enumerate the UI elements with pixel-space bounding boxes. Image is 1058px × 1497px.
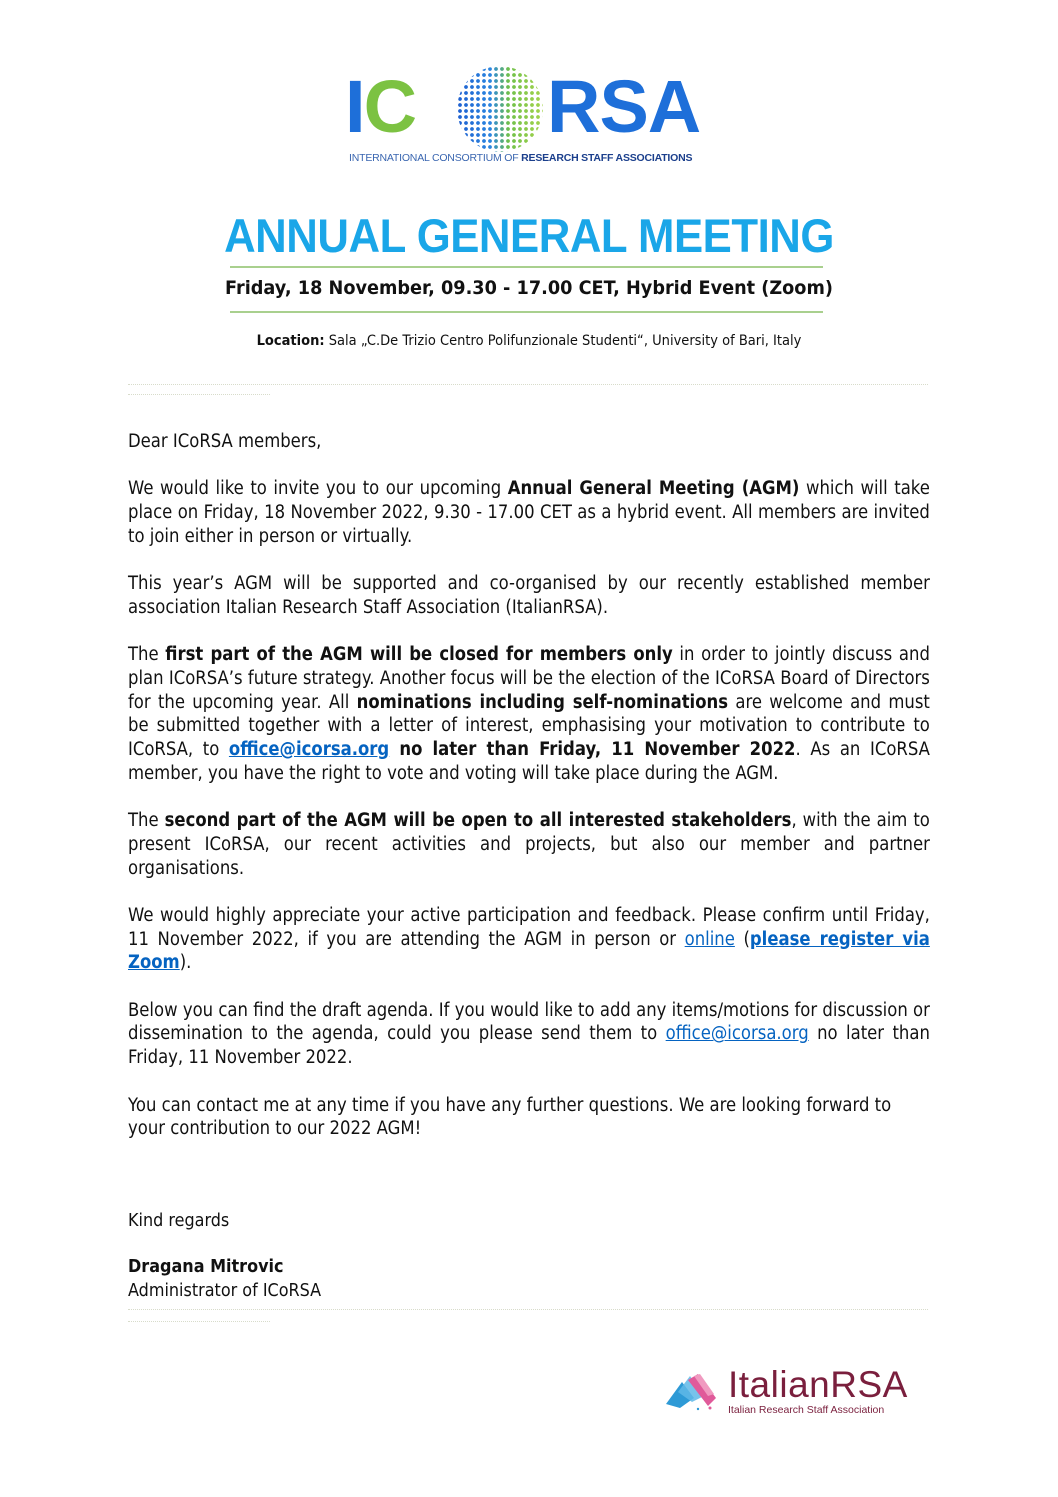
dotted-separator [128,1309,928,1310]
paragraph-invitation [128,477,930,548]
closing: Kind regards [128,1210,230,1231]
logo-tagline-bold: RESEARCH STAFF ASSOCIATIONS [521,152,693,164]
event-datetime: Friday, 18 November, 09.30 - 17.00 CET, Hybrid Event (Zoom) [225,277,833,299]
text: which will take place on Friday, 18 November 2022, 9.30 - 17.00 CET as a hybrid event. All members are invited to join either in person or virtually. [128,478,930,547]
text-bold: second part of the AGM will be open to all interested stakeholders [164,810,792,832]
logo-tagline-regular: INTERNATIONAL CONSORTIUM OF [349,152,522,164]
paragraph-first-part [128,643,930,785]
text-bold: no later than Friday, 11 November 2022 [389,739,796,761]
logo-letter-i: I [345,65,364,148]
paragraph-agenda [128,999,930,1070]
text: ). [179,952,192,974]
location-label: Location: [256,333,325,349]
online-link[interactable]: online [684,928,735,950]
zoom-register-link[interactable]: please register via Zoom [128,928,930,974]
logo-letter-c: C [363,65,416,148]
text: , with the aim to present ICoRSA, our recent activities and projects, but also our member and partner organisations. [128,810,930,879]
dotted-separator-short [128,394,270,395]
paragraph-contact: You can contact me at any time if you have any further questions. We are looking forward to your contribution to our 2022 AGM! [128,1094,892,1140]
text: Below you can find the draft agenda. If you would like to add any items/motions for discussion or dissemination to the agenda, could you please send them to [128,999,930,1045]
text: We would highly appreciate your active participation and feedback. Please confirm until Friday, 11 November 2022, if you are attending the AGM in person or [128,904,930,950]
text: The [128,810,165,832]
icorsa-logo [345,62,715,172]
text: ( [734,928,750,950]
partner-name: ItalianRSA [728,1364,908,1405]
divider-top [230,266,823,268]
italy-map-icon [664,1372,724,1412]
paragraph-coorganiser: This year’s AGM will be supported and co-organised by our recently established member association Italian Research Staff Association (ItalianRSA). [128,573,930,618]
text-bold: first part of the AGM will be closed for members only [165,644,673,666]
page-title: ANNUAL GENERAL MEETING [224,209,834,262]
globe-icon [457,66,543,152]
paragraph-second-part [128,809,930,880]
logo-letters-rsa: RSA [547,65,701,148]
italianrsa-logo [664,1366,914,1422]
signature-name: Dragana Mitrovic [128,1256,284,1277]
signature-role: Administrator of ICoRSA [128,1280,322,1301]
email-link[interactable]: office@icorsa.org [665,1023,809,1045]
dotted-separator [128,384,928,385]
greeting: Dear ICoRSA members, [128,431,322,452]
text-bold: Annual General Meeting (AGM) [507,478,800,500]
text: The [128,644,166,666]
text: are welcome and must be submitted together with a letter of interest, emphasising your motivation to contribute to ICoRSA, to [128,691,930,761]
text: . As an ICoRSA member, you have the right to vote and voting will take place during the AGM. [128,739,930,784]
logo-letters-ic [345,65,416,148]
divider-bottom [230,311,823,313]
email-link[interactable]: office@icorsa.org [228,739,390,761]
text: in order to jointly discuss and plan ICoRSA’s future strategy. Another focus will be the election of the ICoRSA Board of Directors for the upcoming year. All [128,644,930,713]
text: We would like to invite you to our upcoming [128,478,508,500]
paragraph-participation [128,904,930,975]
text: no later than Friday, 11 November 2022. [128,1023,930,1069]
dotted-separator-short [128,1321,270,1322]
letter-body [128,430,930,1165]
logo-tagline [349,152,715,164]
location-value: Sala „C.De Trizio Centro Polifunzionale Studenti“, University of Bari, Italy [324,333,802,349]
text-bold: nominations including self-nominations [356,691,729,713]
event-location [53,333,1005,349]
partner-tagline: Italian Research Staff Association [728,1404,885,1416]
